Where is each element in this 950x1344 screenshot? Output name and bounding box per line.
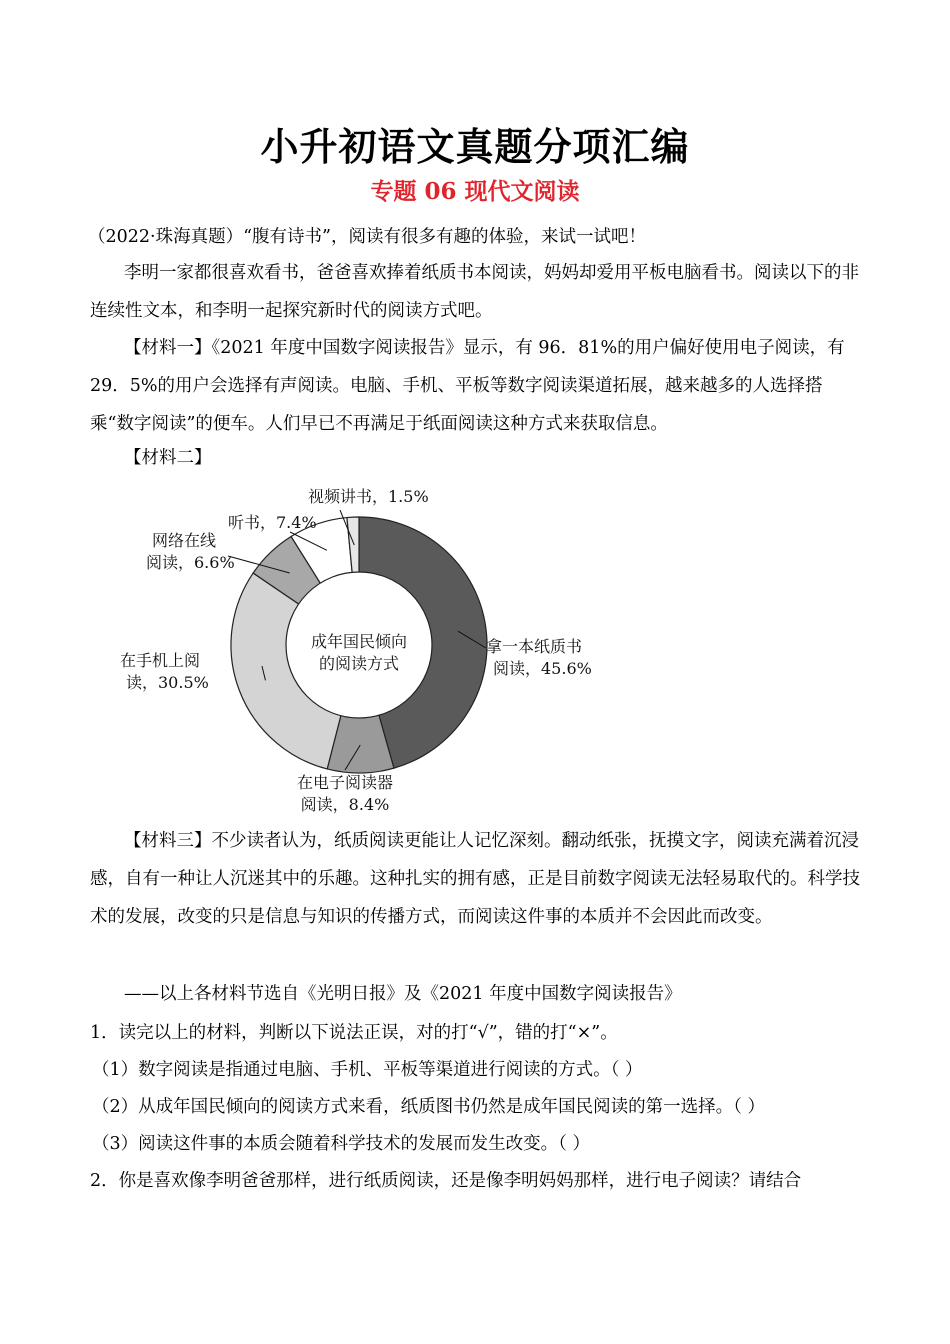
intro-text: （2022·珠海真题）“腹有诗书”，阅读有很多有趣的体验，来试一试吧！: [88, 227, 646, 247]
label-ereader-line1: 在电子阅读器: [296, 773, 394, 792]
material-three: 【材料三】不少读者认为，纸质阅读更能让人记忆深刻。翻动纸张，抚摸文字，阅读充满着沉浸感，自有一种让人沉迷其中的乐趣。这种扎实的拥有感，正是目前数字阅读无法轻易取代的。科学技术的发展，改变的只是信息与知识的传播方式，而阅读这件事的本质并不会因此而改变。: [90, 831, 860, 927]
chart-title-line1: 成年国民倾向: [310, 632, 408, 651]
material-two-label: 【材料二】: [124, 448, 212, 468]
question-2: 2．你是喜欢像李明爸爸那样，进行纸质阅读，还是像李明妈妈那样，进行电子阅读？请结合: [90, 1171, 802, 1191]
label-paper-book-line1: 拿一本纸质书: [486, 637, 583, 656]
label-video: 视频讲书，1.5%: [308, 487, 429, 506]
page-title: 小升初语文真题分项汇编: [260, 125, 690, 169]
label-audiobook: 听书，7.4%: [228, 513, 317, 532]
material-one: 【材料一】《2021 年度中国数字阅读报告》显示，有 96．81%的用户偏好使用电子阅读，有 29．5%的用户会选择有声阅读。电脑、手机、平板等数字阅读渠道拓展，越来越多的人选择搭乘“数字阅读”的便车。人们早已不再满足于纸面阅读这种方式来获取信息。: [90, 338, 845, 434]
question-1-item-2: （2）从成年国民倾向的阅读方式来看，纸质图书仍然是成年国民阅读的第一选择。（ ）: [92, 1097, 765, 1117]
reading-pie-chart: [0, 470, 950, 830]
label-phone-line2: 读，30.5%: [126, 673, 209, 692]
source-note: ——以上各材料节选自《光明日报》及《2021 年度中国数字阅读报告》: [124, 984, 682, 1004]
label-online-line1: 网络在线: [152, 531, 217, 550]
label-ereader-line2: 阅读，8.4%: [300, 795, 390, 814]
chart-title-line2: 的阅读方式: [318, 654, 400, 673]
label-phone-line1: 在手机上阅: [120, 651, 201, 670]
label-online-line2: 阅读，6.6%: [146, 553, 235, 572]
label-paper-book-line2: 阅读，45.6%: [493, 659, 592, 678]
question-1-item-1: （1）数字阅读是指通过电脑、手机、平板等渠道进行阅读的方式。（ ）: [92, 1060, 643, 1080]
question-1-item-3: （3）阅读这件事的本质会随着科学技术的发展而发生改变。（ ）: [92, 1134, 590, 1154]
paragraph-context: 李明一家都很喜欢看书，爸爸喜欢捧着纸质书本阅读，妈妈却爱用平板电脑看书。阅读以下的非连续性文本，和李明一起探究新时代的阅读方式吧。: [90, 263, 859, 321]
section-subtitle: 专题 06 现代文阅读: [370, 178, 580, 205]
question-1: 1．读完以上的材料，判断以下说法正误，对的打“√”，错的打“×”。: [90, 1023, 618, 1043]
